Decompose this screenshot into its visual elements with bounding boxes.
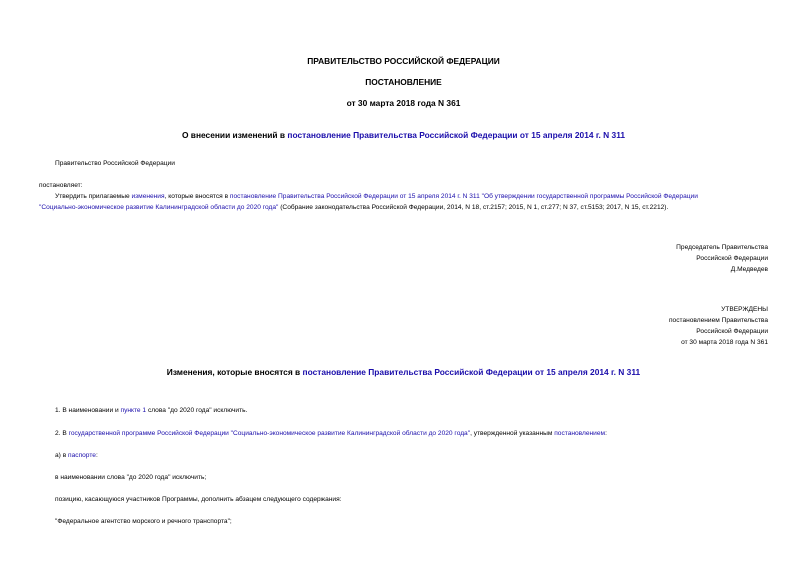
document-date-number: от 30 марта 2018 года N 361	[346, 98, 461, 108]
item-1-text-2: слова "до 2020 года" исключить.	[146, 407, 248, 414]
preamble-resolves: постановляет:	[39, 182, 83, 189]
item-2-text-2: , утвержденной указанным	[470, 430, 555, 437]
preamble-government: Правительство Российской Федерации	[55, 160, 175, 167]
document-type-heading: ПОСТАНОВЛЕНИЕ	[365, 77, 442, 87]
approve-link-program[interactable]: "Социально-экономическое развитие Калининградской области до 2020 года"	[39, 204, 279, 211]
approve-text-1: Утвердить прилагаемые	[55, 193, 132, 200]
subitem-a-text-2: :	[95, 452, 98, 459]
title-prefix: О внесении изменений в	[181, 130, 288, 140]
subitem-a-text-1: а) в	[55, 452, 69, 459]
paragraph-participants: позицию, касающуюся участников Программы, дополнить абзацем следующего содержания:	[55, 496, 342, 503]
signature-name: Д.Медведев	[730, 266, 768, 273]
approve-text-2: , которые вносятся в	[164, 193, 230, 200]
approve-link-resolution[interactable]: постановление Правительства Российской Федерации от 15 апреля 2014 г. N 311 "Об утверждении государственной программы Российской Федерации	[229, 193, 698, 200]
approve-paragraph-line2	[39, 202, 668, 213]
changes-title	[0, 367, 807, 377]
item-1-link[interactable]: пункте 1	[120, 407, 147, 414]
changes-title-prefix: Изменения, которые вносятся в	[166, 367, 303, 377]
changes-title-link[interactable]: постановление Правительства Российской Федерации от 15 апреля 2014 г. N 311	[302, 367, 641, 377]
item-1	[55, 405, 247, 416]
approval-line1: УТВЕРЖДЕНЫ	[721, 306, 768, 313]
approve-paragraph-line1	[55, 191, 698, 202]
title-link[interactable]: постановление Правительства Российской Федерации от 15 апреля 2014 г. N 311	[287, 130, 626, 140]
item-2-link-program[interactable]: государственной программе Российской Федерации "Социально-экономическое развитие Калининградской области до 2020 года"	[68, 430, 471, 437]
paragraph-name-change: в наименовании слова "до 2020 года" исключить;	[55, 474, 207, 481]
approve-text-3: (Собрание законодательства Российской Федерации, 2014, N 18, ст.2157; 2015, N 1, ст.277; N 37, ст.5153; 2017, N 15, ст.2212).	[278, 204, 669, 211]
approval-line4: от 30 марта 2018 года N 361	[681, 339, 768, 346]
approval-line2: постановлением Правительства	[668, 317, 768, 324]
paragraph-agency: "Федеральное агентство морского и речного транспорта";	[55, 518, 232, 525]
government-heading: ПРАВИТЕЛЬСТВО РОССИЙСКОЙ ФЕДЕРАЦИИ	[307, 56, 500, 66]
signature-line1: Председатель Правительства	[676, 244, 768, 251]
item-1-text-1: 1. В наименовании и	[55, 407, 121, 414]
signature-line2: Российской Федерации	[696, 255, 768, 262]
item-2-link-resolution[interactable]: постановлением	[554, 430, 606, 437]
approval-line3: Российской Федерации	[696, 328, 768, 335]
subitem-a	[55, 450, 98, 461]
subitem-a-link-passport[interactable]: паспорте	[68, 452, 96, 459]
document-title	[0, 130, 807, 140]
item-2-text-3: :	[605, 430, 607, 437]
item-2-text-1: 2. В	[55, 430, 69, 437]
item-2	[55, 428, 607, 439]
approve-link-changes[interactable]: изменения	[131, 193, 165, 200]
